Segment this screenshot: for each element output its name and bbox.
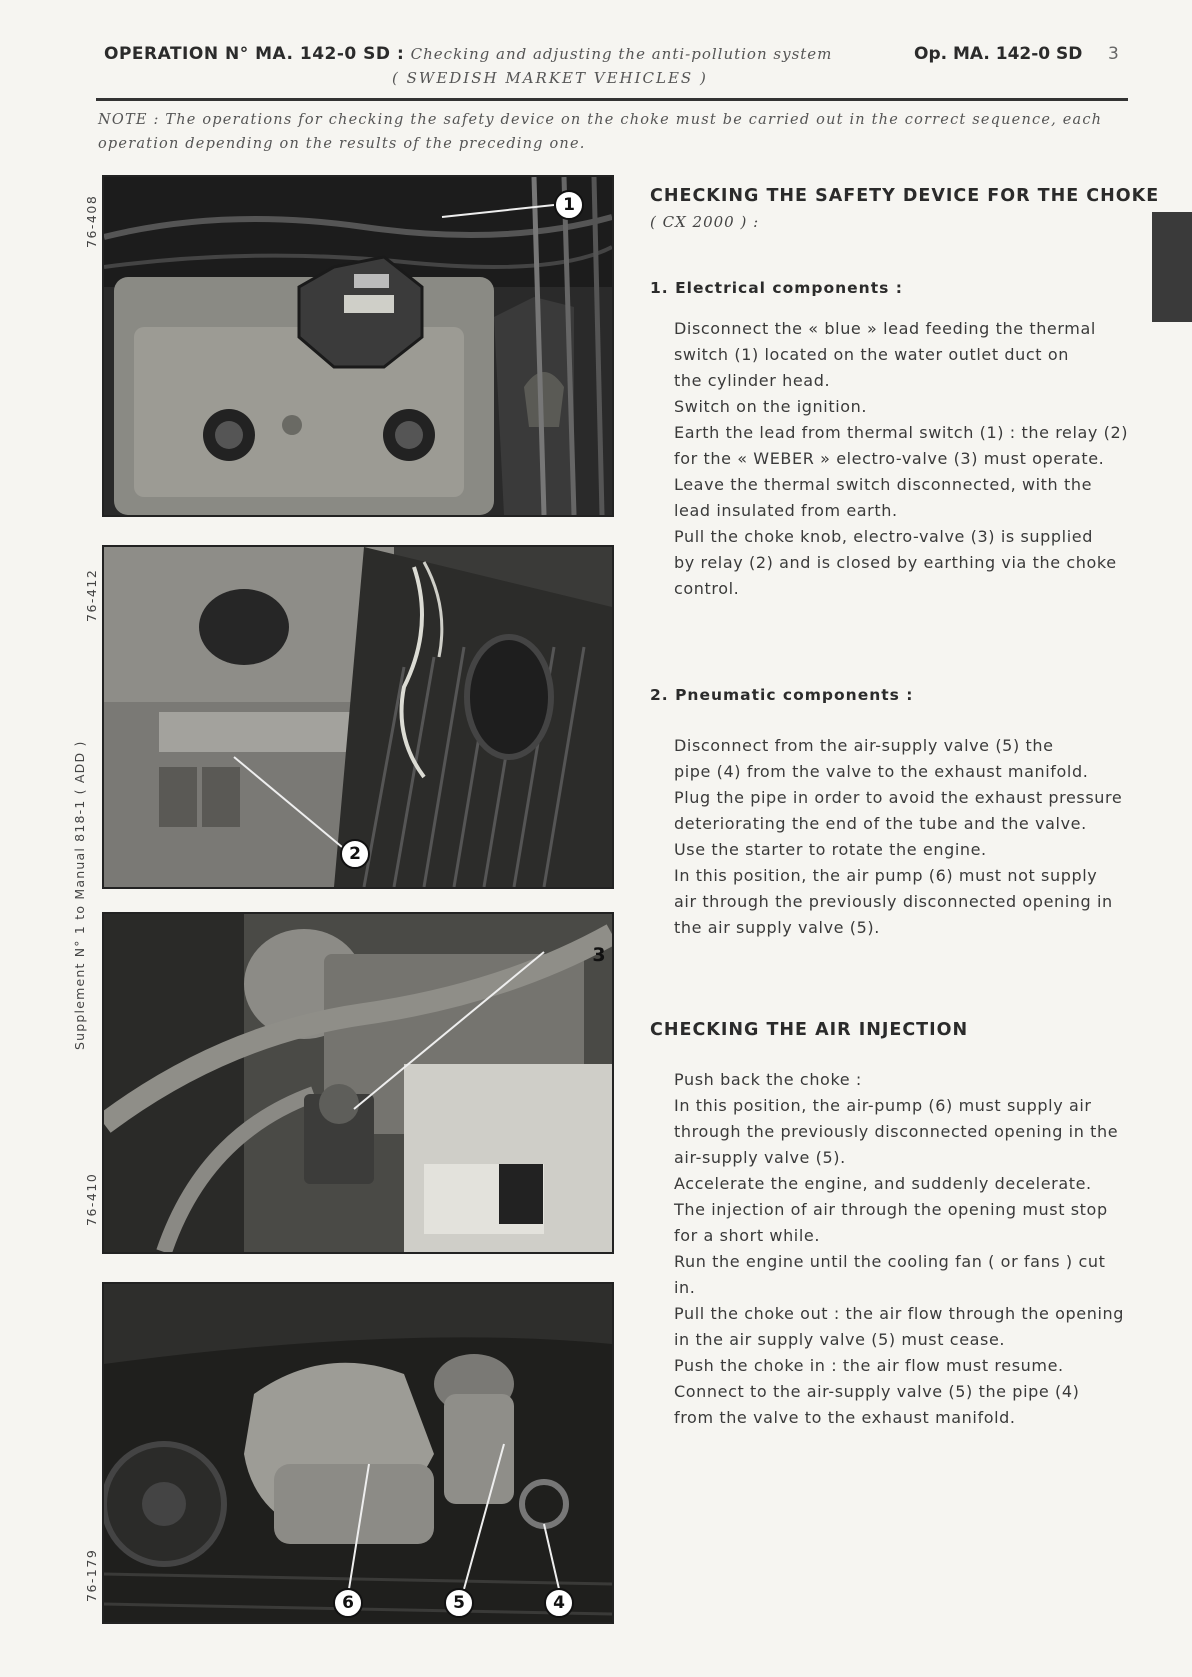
- photo-relay: [102, 545, 614, 889]
- step-line: Push back the choke :: [674, 1070, 862, 1089]
- page-number: 3: [1108, 44, 1119, 64]
- photo-engine-head: [102, 175, 614, 517]
- electrical-steps: [674, 316, 1148, 602]
- photo-relay-image: [104, 547, 612, 887]
- operation-header: [104, 44, 832, 64]
- section-title-air-injection: CHECKING THE AIR INJECTION: [650, 1020, 969, 1040]
- photo-air-pump: [102, 1282, 614, 1624]
- callout-4: 4: [544, 1588, 574, 1618]
- operation-ref: Op. MA. 142-0 SD: [914, 44, 1083, 64]
- step-line: Connect to the air-supply valve (5) the pipe (4): [674, 1382, 1080, 1401]
- callout-6: 6: [333, 1588, 363, 1618]
- step-line: in the air supply valve (5) must cease.: [674, 1330, 1006, 1349]
- step-line: control.: [674, 579, 740, 598]
- step-line: the cylinder head.: [674, 371, 831, 390]
- step-line: Run the engine until the cooling fan ( or fans ) cut: [674, 1252, 1106, 1271]
- header-rule: [96, 98, 1128, 101]
- step-line: for a short while.: [674, 1226, 821, 1245]
- air-injection-steps: [674, 1067, 1148, 1431]
- step-line: Disconnect the « blue » lead feeding the thermal: [674, 319, 1096, 338]
- step-line: by relay (2) and is closed by earthing via the choke: [674, 553, 1117, 572]
- photo-engine-head-image: [104, 177, 612, 515]
- step-line: Pull the choke out : the air flow through the opening: [674, 1304, 1125, 1323]
- step-line: Use the starter to rotate the engine.: [674, 840, 987, 859]
- step-line: lead insulated from earth.: [674, 501, 898, 520]
- step-line: Pull the choke knob, electro-valve (3) is supplied: [674, 527, 1093, 546]
- step-line: In this position, the air-pump (6) must supply air: [674, 1096, 1092, 1115]
- photo-ref-1: 76-408: [84, 194, 99, 248]
- step-line: Accelerate the engine, and suddenly decelerate.: [674, 1174, 1092, 1193]
- pneumatic-steps: [674, 733, 1148, 941]
- callout-3: 3: [592, 944, 606, 966]
- photo-ref-4: 76-179: [84, 1548, 99, 1602]
- step-line: switch (1) located on the water outlet duct on: [674, 345, 1069, 364]
- section-title-choke: CHECKING THE SAFETY DEVICE FOR THE CHOKE: [650, 186, 1160, 206]
- step-line: the air supply valve (5).: [674, 918, 880, 937]
- callout-2: 2: [340, 839, 370, 869]
- photo-air-pump-image: [104, 1284, 612, 1622]
- section-model: ( CX 2000 ) :: [650, 213, 760, 231]
- step-line: for the « WEBER » electro-valve (3) must operate.: [674, 449, 1105, 468]
- step-line: In this position, the air pump (6) must not supply: [674, 866, 1098, 885]
- step-line: Push the choke in : the air flow must resume.: [674, 1356, 1064, 1375]
- photo-ref-3: 76-410: [84, 1172, 99, 1226]
- step-line: Leave the thermal switch disconnected, with the: [674, 475, 1093, 494]
- step-line: pipe (4) from the valve to the exhaust manifold.: [674, 762, 1089, 781]
- note-text: NOTE : The operations for checking the safety device on the choke must be carried out in the correct sequence, each operation depending on the results of the preceding one.: [98, 112, 1103, 152]
- step-line: air through the previously disconnected opening in: [674, 892, 1113, 911]
- step-line: in.: [674, 1278, 696, 1297]
- supplement-label: Supplement N° 1 to Manual 818-1 ( ADD ): [72, 740, 87, 1050]
- step-line: air-supply valve (5).: [674, 1148, 846, 1167]
- callout-1: 1: [554, 190, 584, 220]
- step-line: The injection of air through the opening must stop: [674, 1200, 1108, 1219]
- subsection-electrical: 1. Electrical components :: [650, 279, 903, 297]
- operation-number: OPERATION N° MA. 142-0 SD :: [104, 44, 405, 64]
- callout-5: 5: [444, 1588, 474, 1618]
- operation-title: Checking and adjusting the anti-pollution system: [410, 45, 833, 63]
- step-line: Disconnect from the air-supply valve (5) the: [674, 736, 1054, 755]
- step-line: deteriorating the end of the tube and the valve.: [674, 814, 1087, 833]
- photo-ref-2: 76-412: [84, 568, 99, 622]
- section-thumb-tab: [1152, 212, 1192, 322]
- photo-electro-valve: [102, 912, 614, 1254]
- step-line: Switch on the ignition.: [674, 397, 868, 416]
- operation-subtitle: ( SWEDISH MARKET VEHICLES ): [392, 69, 708, 87]
- step-line: through the previously disconnected opening in the: [674, 1122, 1119, 1141]
- step-line: Earth the lead from thermal switch (1) : the relay (2): [674, 423, 1129, 442]
- subsection-pneumatic: 2. Pneumatic components :: [650, 686, 914, 704]
- photo-electro-valve-image: [104, 914, 612, 1252]
- step-line: from the valve to the exhaust manifold.: [674, 1408, 1016, 1427]
- step-line: Plug the pipe in order to avoid the exhaust pressure: [674, 788, 1123, 807]
